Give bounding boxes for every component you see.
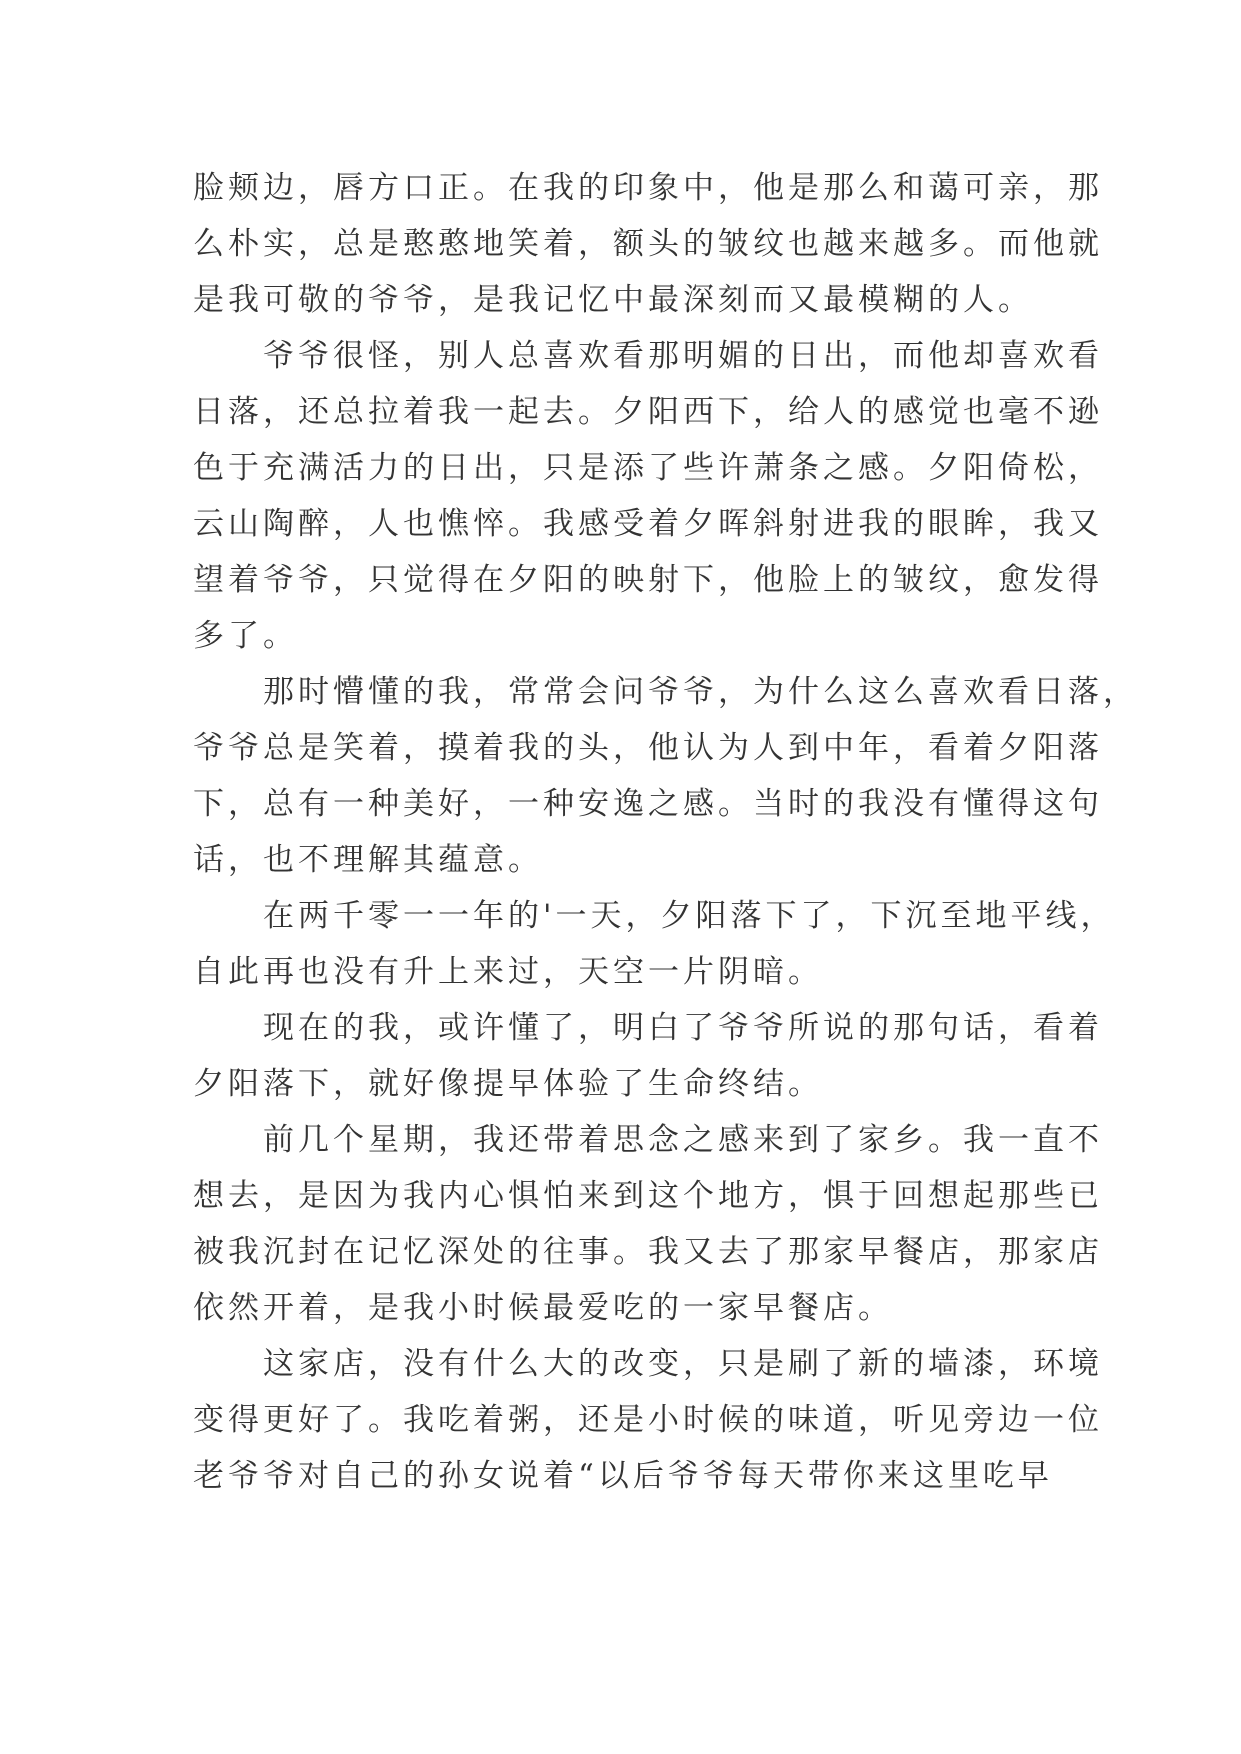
text-line: 爷爷总是笑着，摸着我的头，他认为人到中年，看着夕阳落 [193,730,1103,766]
text-line: 想去，是因为我内心惧怕来到这个地方，惧于回想起那些已 [193,1178,1103,1214]
text-line: 色于充满活力的日出，只是添了些许萧条之感。夕阳倚松， [193,450,1103,486]
paragraph-start-line: 这家店，没有什么大的改变，只是刷了新的墙漆，环境 [263,1346,1103,1382]
essay-body [193,160,1138,1504]
paragraph-start-line: 在两千零一一年的'一天，夕阳落下了，下沉至地平线， [263,898,1116,934]
text-line: 云山陶醉，人也憔悴。我感受着夕晖斜射进我的眼眸，我又 [193,506,1103,542]
paragraph-start-line: 现在的我，或许懂了，明白了爷爷所说的那句话，看着 [263,1010,1103,1046]
text-line: 脸颊边，唇方口正。在我的印象中，他是那么和蔼可亲，那 [193,170,1103,206]
paragraph-start-line: 前几个星期，我还带着思念之感来到了家乡。我一直不 [263,1122,1103,1158]
paragraph-start-line: 爷爷很怪，别人总喜欢看那明媚的日出，而他却喜欢看 [263,338,1103,374]
text-line: 自此再也没有升上来过，天空一片阴暗。 [193,954,823,990]
text-line: 下，总有一种美好，一种安逸之感。当时的我没有懂得这句 [193,786,1103,822]
text-line: 日落，还总拉着我一起去。夕阳西下，给人的感觉也毫不逊 [193,394,1103,430]
text-line: 老爷爷对自己的孙女说着“以后爷爷每天带你来这里吃早 [193,1458,1053,1494]
text-line: 是我可敬的爷爷，是我记忆中最深刻而又最模糊的人。 [193,282,1033,318]
text-line: 话，也不理解其蕴意。 [193,842,543,878]
paragraph-start-line: 那时懵懂的我，常常会问爷爷，为什么这么喜欢看日落， [263,674,1138,710]
text-line: 夕阳落下，就好像提早体验了生命终结。 [193,1066,823,1102]
text-line: 么朴实，总是憨憨地笑着，额头的皱纹也越来越多。而他就 [193,226,1103,262]
text-line: 变得更好了。我吃着粥，还是小时候的味道，听见旁边一位 [193,1402,1103,1438]
text-line: 依然开着，是我小时候最爱吃的一家早餐店。 [193,1290,893,1326]
text-line: 多了。 [193,618,298,654]
text-line: 望着爷爷，只觉得在夕阳的映射下，他脸上的皱纹，愈发得 [193,562,1103,598]
text-line: 被我沉封在记忆深处的往事。我又去了那家早餐店，那家店 [193,1234,1103,1270]
